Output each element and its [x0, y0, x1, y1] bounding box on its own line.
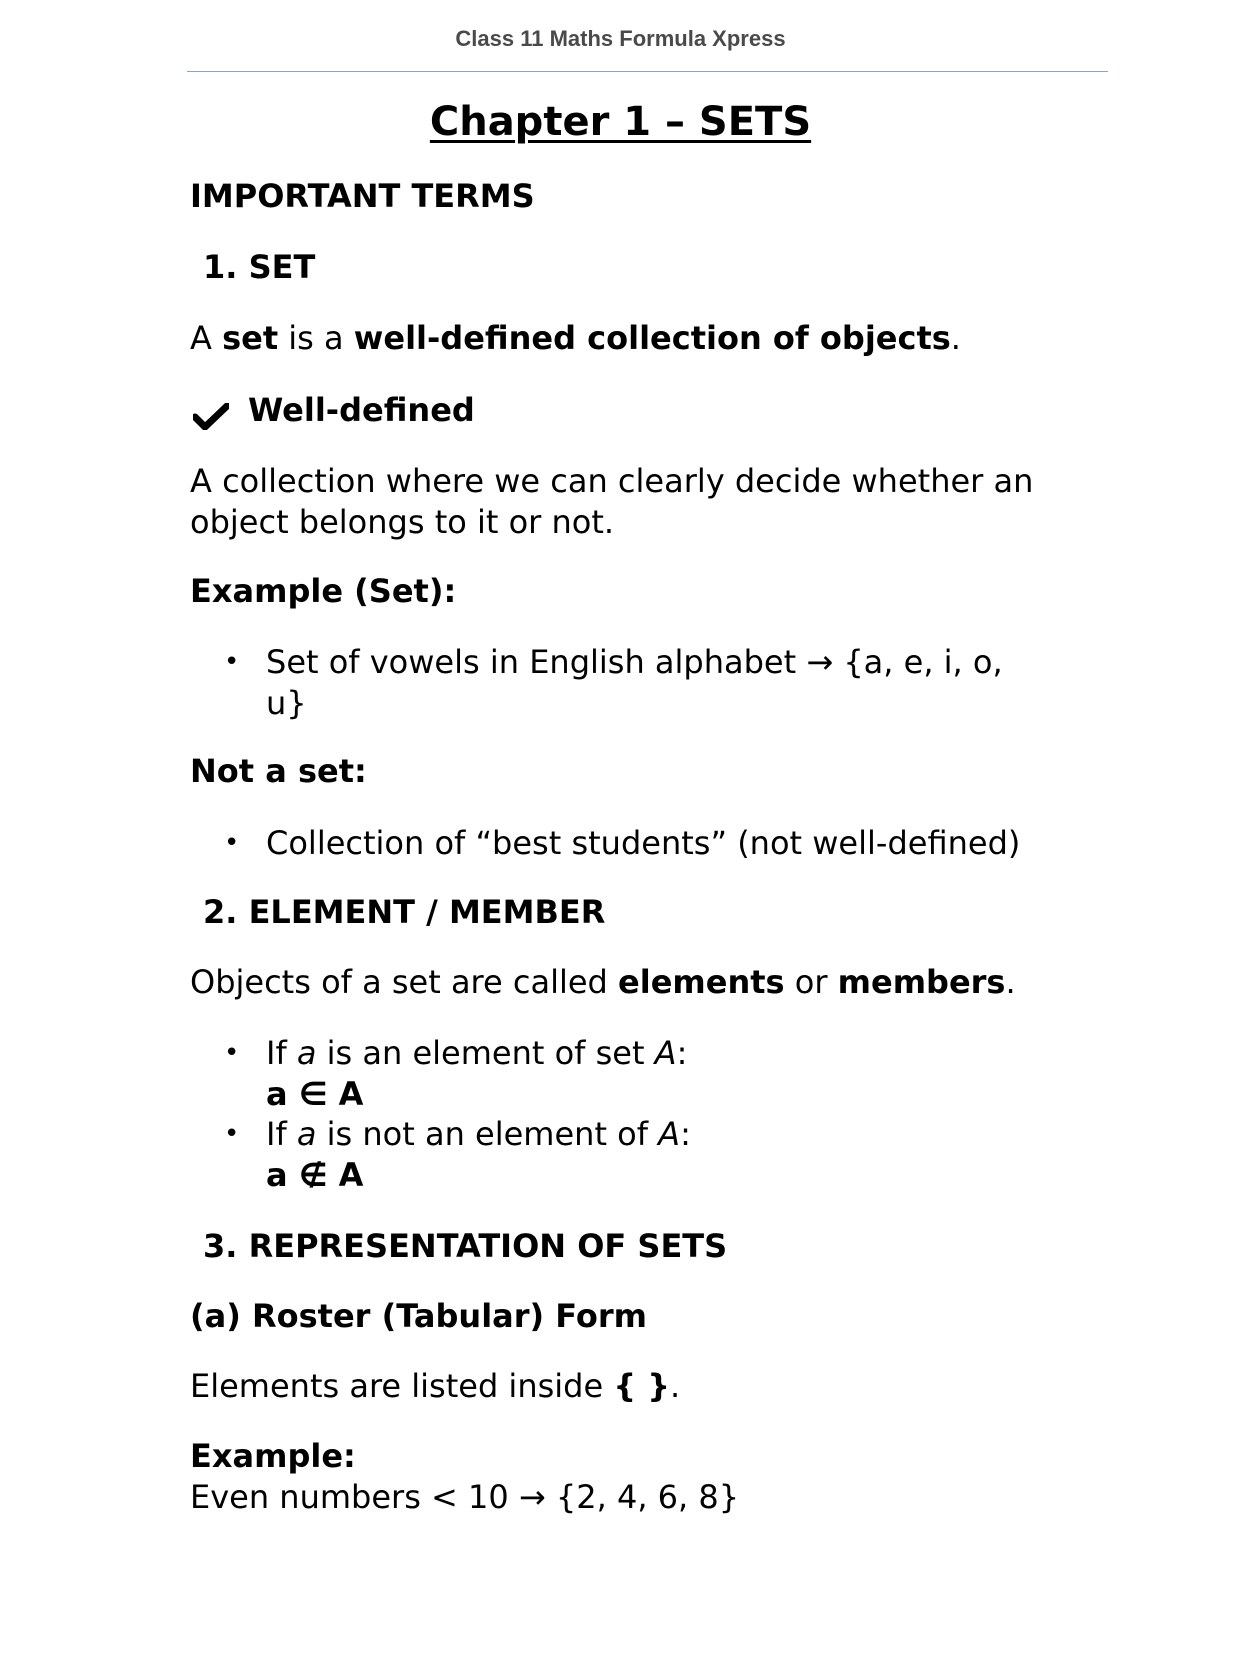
- roster-heading: (a) Roster (Tabular) Form: [190, 1297, 647, 1335]
- set-definition: A set is a well-defined collection of objects.: [190, 319, 961, 357]
- representation-heading: 3. REPRESENTATION OF SETS: [203, 1227, 728, 1265]
- example-set-heading: Example (Set):: [190, 572, 457, 610]
- chapter-title-text: Chapter 1 – SETS: [429, 99, 812, 145]
- roster-example-heading: Example:: [190, 1437, 356, 1475]
- roster-definition: Elements are listed inside { }.: [190, 1367, 681, 1405]
- element-formula-in: a ∈ A: [266, 1075, 364, 1113]
- chapter-title: [0, 99, 1241, 145]
- example-set-line2: u}: [266, 684, 307, 722]
- bullet-dot: •: [224, 647, 240, 677]
- header-rule: [187, 71, 1108, 72]
- bullet-dot: •: [224, 1038, 240, 1068]
- check-mark-icon: [193, 403, 229, 430]
- element-formula-not-in: a ∉ A: [266, 1156, 364, 1194]
- bullet-dot: •: [224, 1119, 240, 1149]
- element-item1: If a is an element of set A:: [266, 1034, 688, 1072]
- important-terms-heading: IMPORTANT TERMS: [190, 177, 535, 215]
- not-set-item: Collection of “best students” (not well-defined): [266, 824, 1021, 862]
- element-item2: If a is not an element of A:: [266, 1115, 691, 1153]
- bullet-dot: •: [224, 828, 240, 858]
- roster-example-line: Even numbers < 10 → {2, 4, 6, 8}: [190, 1478, 740, 1516]
- example-set-line1: Set of vowels in English alphabet → {a, e, i, o,: [266, 643, 1003, 681]
- well-defined-text-line2: object belongs to it or not.: [190, 503, 615, 541]
- element-heading: 2. ELEMENT / MEMBER: [203, 893, 606, 931]
- well-defined-heading: Well-defined: [248, 391, 475, 429]
- well-defined-text-line1: A collection where we can clearly decide whether an: [190, 462, 1034, 500]
- page-header: Class 11 Maths Formula Xpress: [455, 26, 786, 51]
- not-set-heading: Not a set:: [190, 752, 367, 790]
- set-heading: 1. SET: [203, 248, 316, 286]
- element-definition: Objects of a set are called elements or members.: [190, 963, 1016, 1001]
